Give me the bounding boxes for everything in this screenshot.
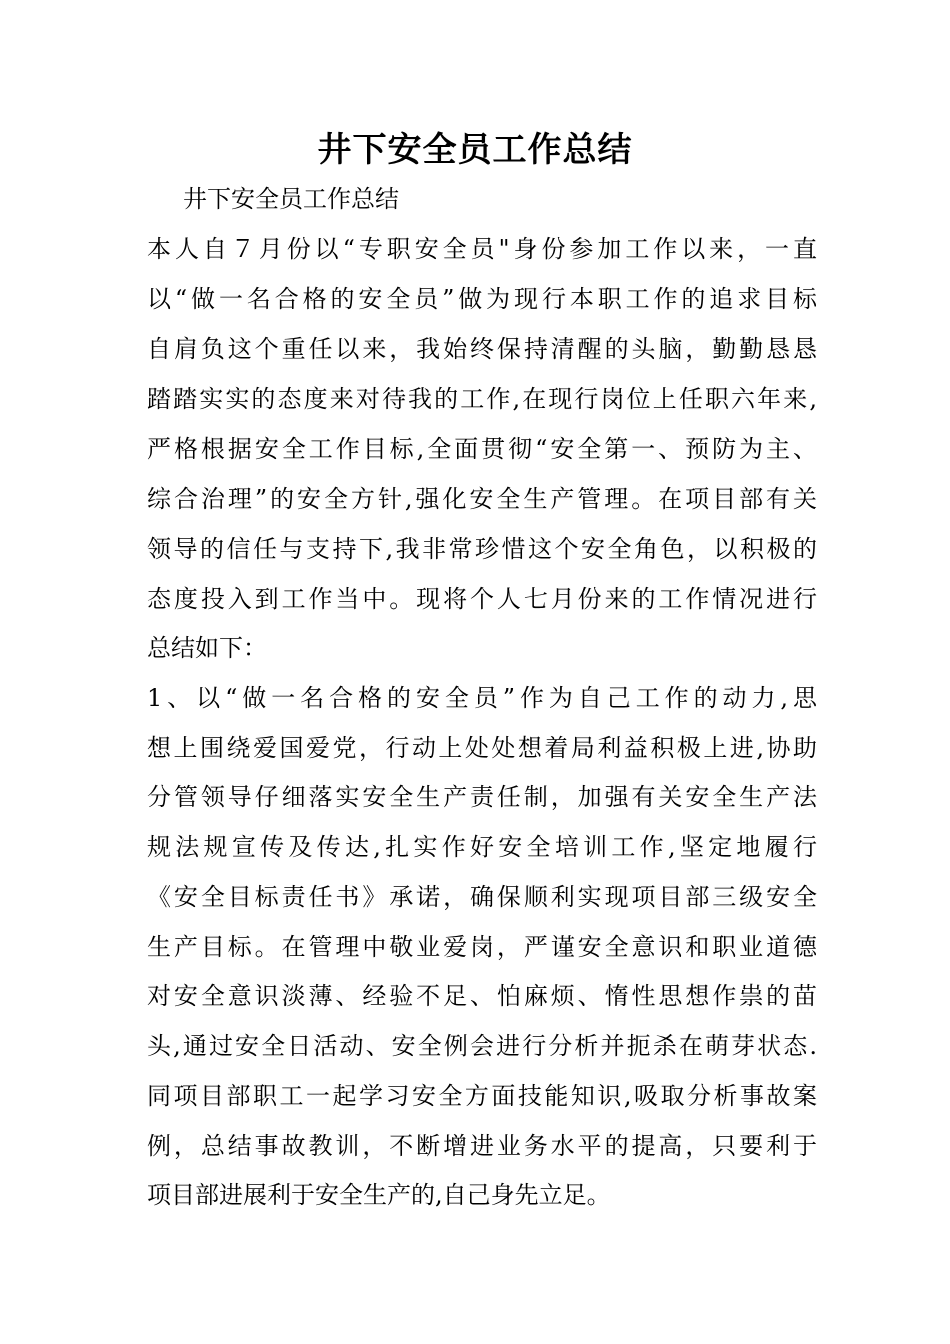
paragraph-1-line: 以“做一名合格的安全员”做为现行本职工作的追求目标 xyxy=(147,285,817,313)
paragraph-1-line: 总结如下： xyxy=(147,634,267,662)
paragraph-1-line: 态度投入到工作当中。现将个人七月份来的工作情况进行 xyxy=(147,585,817,613)
paragraph-1-line: 综合治理”的安全方针,强化安全生产管理。在项目部有关 xyxy=(147,485,817,513)
paragraph-2-line: 想上围绕爱国爱党，行动上处处想着局利益积极上进,协助 xyxy=(147,734,817,762)
paragraph-2-line: 《安全目标责任书》承诺，确保顺利实现项目部三级安全 xyxy=(147,883,817,911)
paragraph-1-line: 本人自７月份以“专职安全员"身份参加工作以来，一直 xyxy=(147,235,817,263)
paragraph-1-line: 踏踏实实的态度来对待我的工作,在现行岗位上任职六年来, xyxy=(147,385,817,413)
paragraph-1-line: 自肩负这个重任以来，我始终保持清醒的头脑，勤勤恳恳 xyxy=(147,335,817,363)
paragraph-2-line: 例，总结事故教训，不断增进业务水平的提高，只要利于 xyxy=(147,1132,817,1160)
paragraph-2-line: 对安全意识淡薄、经验不足、怕麻烦、惰性思想作祟的苗 xyxy=(147,982,817,1010)
paragraph-2-line: 项目部进展利于安全生产的,自己身先立足。 xyxy=(147,1181,611,1209)
paragraph-1-line: 领导的信任与支持下,我非常珍惜这个安全角色，以积极的 xyxy=(147,535,817,563)
paragraph-1-line: 严格根据安全工作目标,全面贯彻“安全第一、预防为主、 xyxy=(147,435,817,463)
paragraph-2-line: 1、以“做一名合格的安全员”作为自己工作的动力,思 xyxy=(147,684,817,712)
document-title: 井下安全员工作总结 xyxy=(317,130,633,170)
document-subtitle: 井下安全员工作总结 xyxy=(183,185,399,213)
paragraph-2-line: 规法规宣传及传达,扎实作好安全培训工作,坚定地履行 xyxy=(147,833,817,861)
paragraph-2-line: 生产目标。在管理中敬业爱岗，严谨安全意识和职业道德 xyxy=(147,933,817,961)
paragraph-2-line: 分管领导仔细落实安全生产责任制，加强有关安全生产法 xyxy=(147,783,817,811)
paragraph-2-line: 头,通过安全日活动、安全例会进行分析并扼杀在萌芽状态. xyxy=(147,1032,817,1060)
paragraph-2-line: 同项目部职工一起学习安全方面技能知识,吸取分析事故案 xyxy=(147,1082,817,1110)
